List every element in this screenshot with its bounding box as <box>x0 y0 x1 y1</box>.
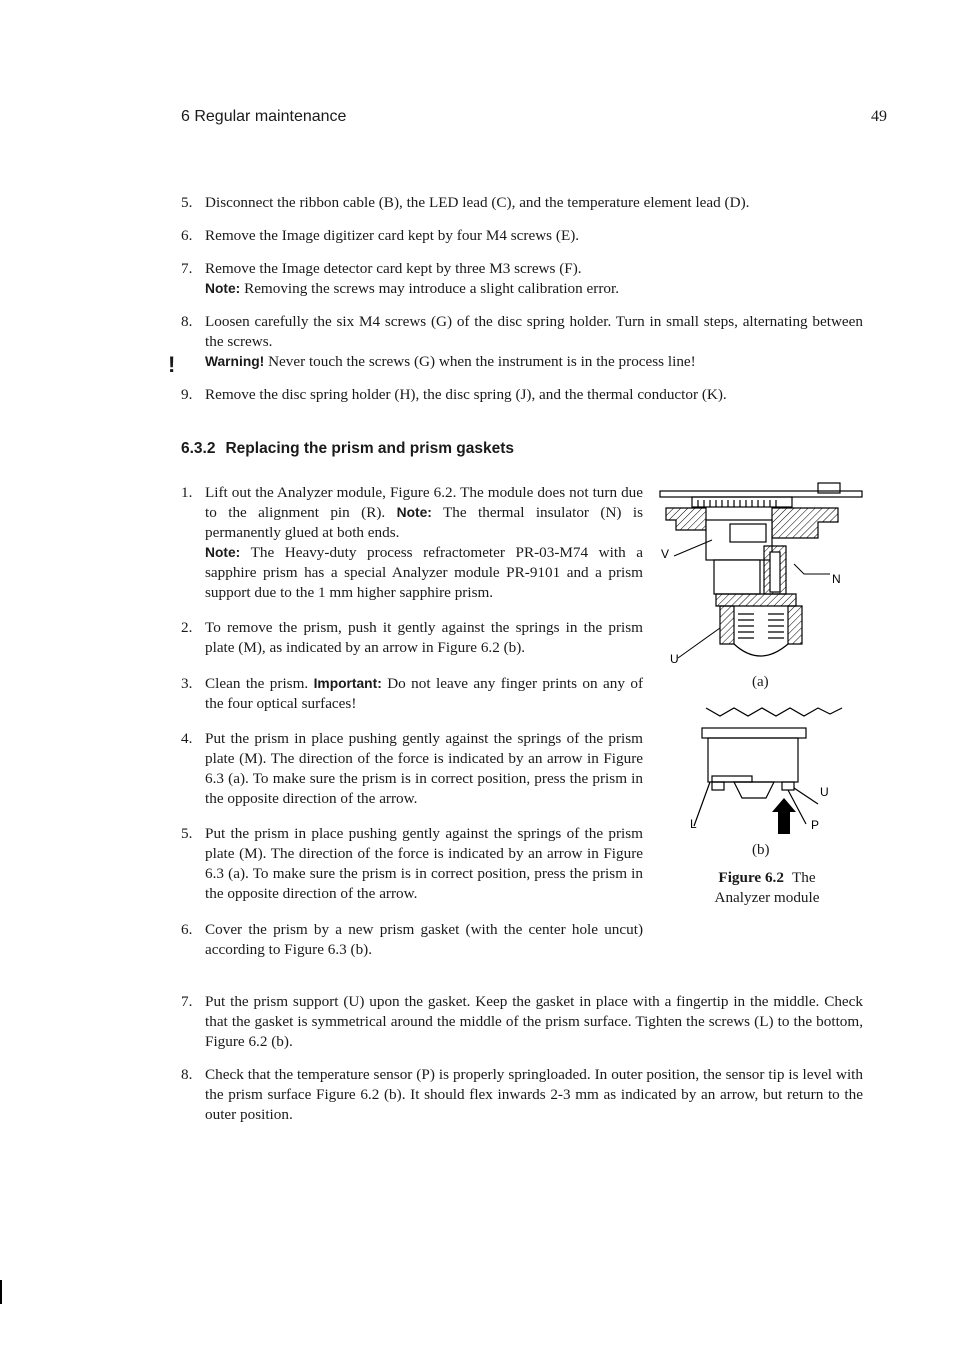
warning-label: Warning! <box>205 354 265 369</box>
item-text: Do not leave any finger prints on any of the four optical surfaces! <box>205 675 644 712</box>
analyzer-module-drawing <box>654 478 868 868</box>
item-text: Put the prism support (U) upon the gasket. Keep the gasket in place with a fingertip in the middle. Check that the gasket is symmetrical around the middle of the prism surface. Tighten the screws (L) to the bottom, Figure 6.2 (b). <box>205 993 863 1050</box>
item-text: Put the prism in place pushing gently against the springs of the prism plate (M). The direction of the force is indicated by an arrow in Figure 6.3 (a). To make sure the prism is in correct position, press the prism in the opposite direction of the arrow. <box>205 730 643 807</box>
note-label: Note: <box>396 505 432 520</box>
label-l: L <box>690 817 697 831</box>
item-text: Put the prism in place pushing gently against the springs of the prism plate (M). The direction of the force is indicated by an arrow in Figure 6.3 (a). To make sure the prism is in correct position, press the prism in the opposite direction of the arrow. <box>205 825 643 902</box>
item-number: 7. <box>181 993 193 1010</box>
item-number: 8. <box>181 313 193 330</box>
page-header <box>181 108 887 130</box>
important-label: Important: <box>313 676 382 691</box>
section-title: Replacing the prism and prism gaskets <box>225 440 515 457</box>
force-arrow-icon <box>772 798 796 834</box>
item-text: Clean the prism. <box>205 675 309 692</box>
note-text: The thermal insulator (N) is permanently glued at both ends. <box>205 504 644 541</box>
item-number: 9. <box>181 386 193 403</box>
item-number: 1. <box>181 484 193 501</box>
item-text: Remove the disc spring holder (H), the disc spring (J), and the thermal conductor (K). <box>205 386 727 403</box>
figure-caption <box>702 868 832 908</box>
item-text: To remove the prism, push it gently against the springs in the prism plate (M), as indicated by an arrow in Figure 6.2 (b). <box>205 619 643 656</box>
chapter-title: 6 Regular maintenance <box>181 108 347 125</box>
subfigure-label-a: (a) <box>752 674 769 690</box>
side-view-b <box>694 708 842 826</box>
item-text: Loosen carefully the six M4 screws (G) of the disc spring holder. Turn in small steps, alternating between the screws. <box>205 313 863 350</box>
caption-label: Figure 6.2 <box>718 869 784 886</box>
item-text: Remove the Image detector card kept by three M3 screws (F). <box>205 260 582 277</box>
item-text: Check that the temperature sensor (P) is properly springloaded. In outer position, the sensor tip is level with the prism surface Figure 6.2 (b). It should flex inwards 2-3 mm as indicated by an arrow, but return to the outer position. <box>205 1066 863 1123</box>
item-number: 5. <box>181 825 193 842</box>
item-number: 6. <box>181 227 193 244</box>
caption-text: The Analyzer module <box>714 869 820 906</box>
item-number: 8. <box>181 1066 193 1083</box>
item-number: 4. <box>181 730 193 747</box>
note-label: Note: <box>205 545 241 560</box>
note-label: Note: <box>205 281 241 296</box>
label-u-b: U <box>820 785 829 799</box>
item-number: 5. <box>181 194 193 211</box>
item-text: Cover the prism by a new prism gasket (with the center hole uncut) according to Figure 6.3 (b). <box>205 921 643 958</box>
margin-bar <box>0 1280 2 1304</box>
label-v: V <box>661 547 670 561</box>
item-text: Disconnect the ribbon cable (B), the LED lead (C), and the temperature element lead (D). <box>205 194 750 211</box>
label-n: N <box>832 572 841 586</box>
cross-section-view-a <box>660 483 862 656</box>
subfigure-label-b: (b) <box>752 842 770 858</box>
section-heading <box>181 440 524 458</box>
section-number: 6.3.2 <box>181 440 216 457</box>
figure-analyzer-module <box>654 478 868 918</box>
label-p: P <box>811 818 820 832</box>
note-text: The Heavy-duty process refractometer PR-03-M74 with a sapphire prism has a special Analyzer module PR-9101 and a prism support due to the 1 mm higher sapphire prism. <box>205 544 643 601</box>
page-number: 49 <box>871 108 887 125</box>
warning-text: Never touch the screws (G) when the instrument is in the process line! <box>268 353 696 370</box>
item-number: 6. <box>181 921 193 938</box>
item-number: 2. <box>181 619 193 636</box>
item-text: Remove the Image digitizer card kept by four M4 screws (E). <box>205 227 580 244</box>
item-number: 3. <box>181 675 193 692</box>
item-number: 7. <box>181 260 193 277</box>
warning-margin-mark: ! <box>168 352 176 377</box>
item-text: Lift out the Analyzer module, Figure 6.2. The module does not turn due to the alignment pin (R). <box>205 484 643 521</box>
note-text: Removing the screws may introduce a slight calibration error. <box>244 280 620 297</box>
label-u: U <box>670 652 679 666</box>
